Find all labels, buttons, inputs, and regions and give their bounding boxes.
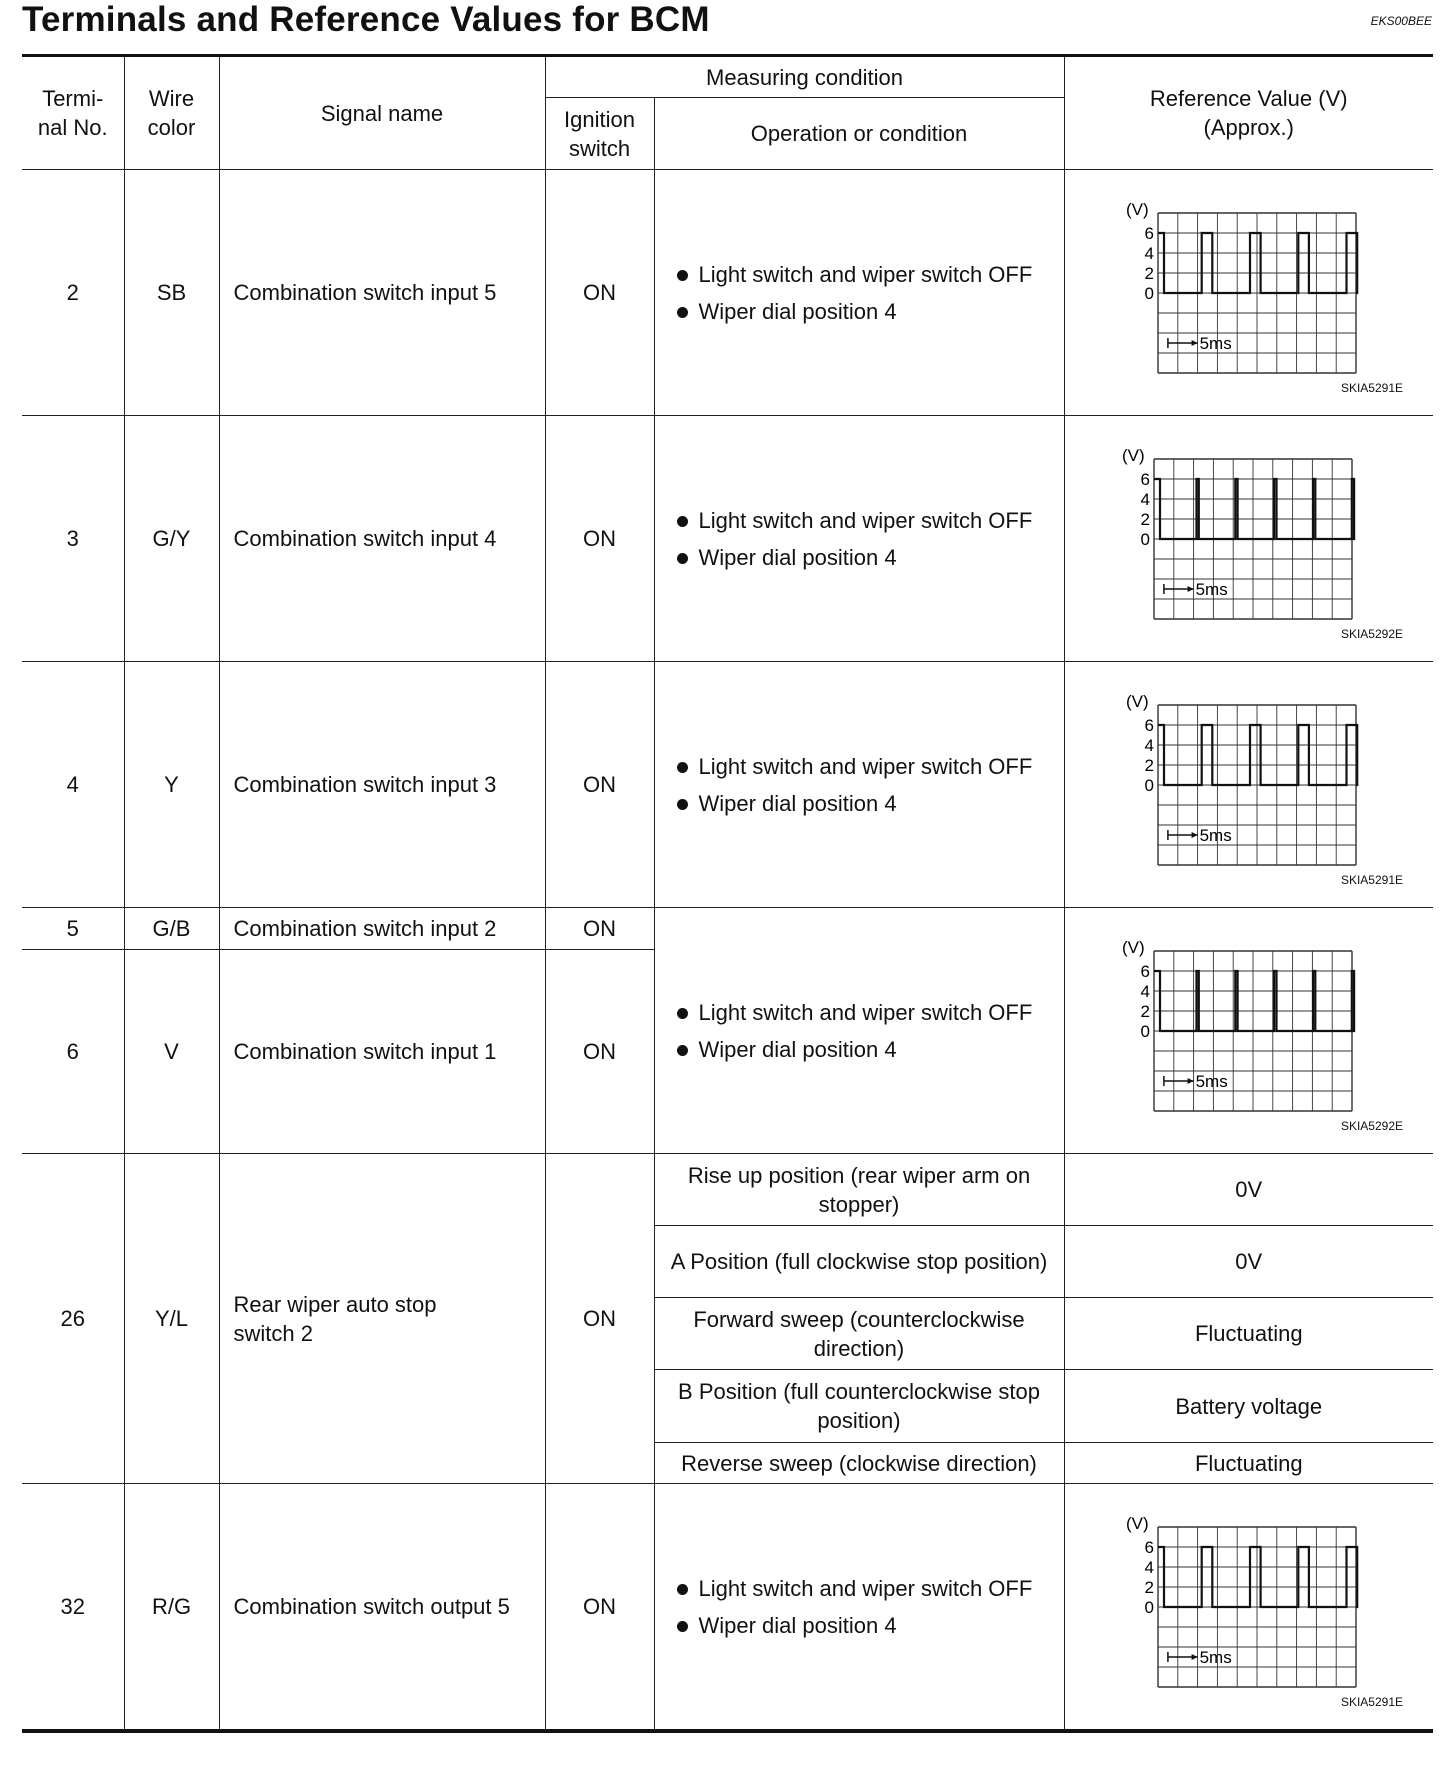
sub-condition: Forward sweep (counterclockwise direction) <box>654 1298 1064 1370</box>
signal-name: Combination switch input 2 <box>219 908 545 950</box>
operation-condition <box>654 416 1064 662</box>
condition-item: Light switch and wiper switch OFF <box>675 256 1058 293</box>
sub-value: Battery voltage <box>1064 1370 1433 1443</box>
voltage-tick-label: 0 <box>1144 284 1154 303</box>
sub-condition: B Position (full counterclockwise stop position) <box>654 1370 1064 1443</box>
waveform-trace <box>1158 233 1357 293</box>
figure-code: SKIA5291E <box>1340 1695 1403 1709</box>
voltage-tick-label: 0 <box>1144 776 1154 795</box>
signal-name: Combination switch input 4 <box>219 416 545 662</box>
voltage-tick-label: 6 <box>1144 716 1154 735</box>
header-ignition-switch: Ignition switch <box>545 98 654 170</box>
wire-color: V <box>124 950 219 1154</box>
header-signal-name: Signal name <box>219 56 545 170</box>
condition-item: Wiper dial position 4 <box>675 539 1058 576</box>
terminal-no: 6 <box>22 950 124 1154</box>
sub-condition: A Position (full clockwise stop position) <box>654 1226 1064 1298</box>
voltage-tick-label: 0 <box>1144 1598 1154 1617</box>
voltage-tick-label: 6 <box>1140 470 1150 489</box>
wire-color: SB <box>124 170 219 416</box>
waveform-trace <box>1158 1547 1357 1607</box>
ignition-switch: ON <box>545 416 654 662</box>
time-scale-label: 5ms <box>1195 1072 1228 1091</box>
terminal-no: 32 <box>22 1484 124 1732</box>
header-operation: Operation or condition <box>654 98 1064 170</box>
wire-color: Y/L <box>124 1154 219 1484</box>
ignition-switch: ON <box>545 662 654 908</box>
condition-item: Wiper dial position 4 <box>675 293 1058 330</box>
condition-item: Light switch and wiper switch OFF <box>675 994 1058 1031</box>
voltage-axis-unit: (V) <box>1125 692 1149 711</box>
voltage-axis-unit: (V) <box>1125 1514 1149 1533</box>
time-scale-arrowhead <box>1187 586 1193 592</box>
condition-item: Light switch and wiper switch OFF <box>675 748 1058 785</box>
ignition-switch: ON <box>545 950 654 1154</box>
operation-condition <box>654 170 1064 416</box>
voltage-tick-label: 2 <box>1144 756 1154 775</box>
reference-waveform <box>1064 908 1433 1154</box>
condition-item: Light switch and wiper switch OFF <box>675 1570 1058 1607</box>
wire-color: G/Y <box>124 416 219 662</box>
signal-name: Combination switch input 5 <box>219 170 545 416</box>
voltage-tick-label: 6 <box>1144 224 1154 243</box>
document-id: EKS00BEE <box>1370 14 1432 28</box>
voltage-tick-label: 0 <box>1140 1022 1150 1041</box>
time-scale-label: 5ms <box>1199 1648 1232 1667</box>
voltage-tick-label: 2 <box>1140 510 1150 529</box>
condition-item: Wiper dial position 4 <box>675 785 1058 822</box>
page-title: Terminals and Reference Values for BCM <box>22 0 710 39</box>
figure-code: SKIA5291E <box>1340 381 1403 395</box>
time-scale-label: 5ms <box>1199 826 1232 845</box>
header-wire-color: Wire color <box>124 56 219 170</box>
waveform-trace <box>1158 725 1357 785</box>
sub-condition: Reverse sweep (clockwise direction) <box>654 1443 1064 1484</box>
time-scale-arrowhead <box>1191 832 1197 838</box>
header-reference-value: Reference Value (V) (Approx.) <box>1064 56 1433 170</box>
waveform-trace <box>1154 971 1354 1031</box>
ignition-switch: ON <box>545 908 654 950</box>
wire-color: Y <box>124 662 219 908</box>
table-row <box>22 908 1433 950</box>
voltage-tick-label: 4 <box>1144 736 1154 755</box>
condition-item: Light switch and wiper switch OFF <box>675 502 1058 539</box>
time-scale-label: 5ms <box>1199 334 1232 353</box>
figure-code: SKIA5291E <box>1340 873 1403 887</box>
time-scale-label: 5ms <box>1195 580 1228 599</box>
sub-condition: Rise up position (rear wiper arm on stopper) <box>654 1154 1064 1226</box>
voltage-tick-label: 4 <box>1140 982 1150 1001</box>
table-row <box>22 416 1433 662</box>
voltage-tick-label: 2 <box>1140 1002 1150 1021</box>
voltage-tick-label: 6 <box>1140 962 1150 981</box>
condition-item: Wiper dial position 4 <box>675 1607 1058 1644</box>
ignition-switch: ON <box>545 1484 654 1732</box>
signal-name: Combination switch input 3 <box>219 662 545 908</box>
reference-waveform <box>1064 1484 1433 1732</box>
figure-code: SKIA5292E <box>1340 627 1403 641</box>
voltage-tick-label: 4 <box>1140 490 1150 509</box>
operation-condition <box>654 1484 1064 1732</box>
sub-value: Fluctuating <box>1064 1298 1433 1370</box>
figure-code: SKIA5292E <box>1340 1119 1403 1133</box>
reference-waveform <box>1064 170 1433 416</box>
voltage-tick-label: 4 <box>1144 1558 1154 1577</box>
ignition-switch: ON <box>545 170 654 416</box>
voltage-tick-label: 0 <box>1140 530 1150 549</box>
reference-waveform <box>1064 416 1433 662</box>
table-row <box>22 170 1433 416</box>
terminal-no: 26 <box>22 1154 124 1484</box>
header-measuring-condition: Measuring condition <box>545 56 1064 98</box>
operation-condition <box>654 908 1064 1154</box>
time-scale-arrowhead <box>1187 1078 1193 1084</box>
voltage-tick-label: 6 <box>1144 1538 1154 1557</box>
sub-value: 0V <box>1064 1154 1433 1226</box>
signal-name: Combination switch output 5 <box>219 1484 545 1732</box>
operation-condition <box>654 662 1064 908</box>
signal-name: Rear wiper auto stop switch 2 <box>219 1154 545 1484</box>
wire-color: G/B <box>124 908 219 950</box>
table-row <box>22 1154 1433 1226</box>
voltage-tick-label: 2 <box>1144 264 1154 283</box>
voltage-axis-unit: (V) <box>1121 446 1145 465</box>
table-row <box>22 662 1433 908</box>
reference-waveform <box>1064 662 1433 908</box>
waveform-trace <box>1154 479 1354 539</box>
condition-item: Wiper dial position 4 <box>675 1031 1058 1068</box>
bcm-terminal-table <box>22 54 1433 1733</box>
terminal-no: 4 <box>22 662 124 908</box>
terminal-no: 3 <box>22 416 124 662</box>
sub-value: Fluctuating <box>1064 1443 1433 1484</box>
voltage-tick-label: 2 <box>1144 1578 1154 1597</box>
ignition-switch: ON <box>545 1154 654 1484</box>
terminal-no: 5 <box>22 908 124 950</box>
signal-name: Combination switch input 1 <box>219 950 545 1154</box>
time-scale-arrowhead <box>1191 340 1197 346</box>
header-terminal: Termi- nal No. <box>22 56 124 170</box>
terminal-no: 2 <box>22 170 124 416</box>
wire-color: R/G <box>124 1484 219 1732</box>
voltage-axis-unit: (V) <box>1125 200 1149 219</box>
table-row <box>22 1484 1433 1732</box>
time-scale-arrowhead <box>1191 1654 1197 1660</box>
voltage-tick-label: 4 <box>1144 244 1154 263</box>
sub-value: 0V <box>1064 1226 1433 1298</box>
voltage-axis-unit: (V) <box>1121 938 1145 957</box>
